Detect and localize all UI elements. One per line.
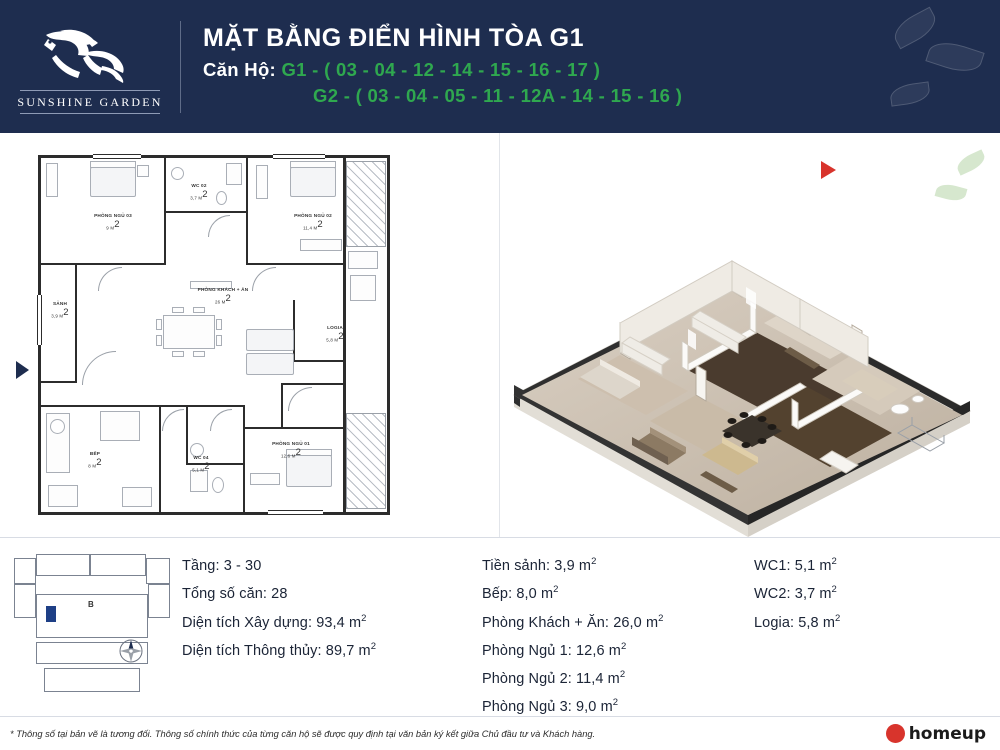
- compass-icon: [118, 638, 144, 664]
- isometric-3d-illustration: [500, 133, 1000, 537]
- logo-divider: [20, 90, 160, 91]
- door-entry-swing: [82, 351, 116, 385]
- door-wc4: [210, 409, 232, 431]
- floorplan-3d-pane: [500, 133, 1000, 537]
- floorplan-2d-pane: [0, 133, 500, 537]
- door-kitchen: [162, 409, 184, 431]
- window-bed3: [93, 154, 141, 159]
- bed-3-headboard: [90, 161, 136, 168]
- logo-divider-2: [20, 113, 160, 114]
- spec-living-dining: Phòng Khách + Ăn: 26,0 $m^2$: [482, 612, 664, 631]
- wc4-toilet: [212, 477, 224, 493]
- dining-chair-6: [193, 307, 205, 313]
- dining-chair-5: [172, 307, 184, 313]
- wall-hall-bottom: [41, 381, 77, 383]
- wardrobe-3: [46, 163, 58, 197]
- spec-wc1: WC1: 5,1 $m^2$: [754, 556, 837, 574]
- wall-right-outer: [387, 155, 390, 515]
- specs-strip: [0, 538, 1000, 716]
- sofa: [246, 329, 294, 351]
- minimap-shapes: [14, 554, 172, 694]
- door-wc2: [208, 215, 230, 237]
- logia-unit: [350, 275, 376, 301]
- spec-logia: Logia: 5,8 $m^2$: [754, 612, 841, 631]
- minimap-block-4: [146, 558, 170, 584]
- dining-chair-7: [172, 351, 184, 357]
- minimap-block-6: [148, 584, 170, 618]
- floorplan-drawing: [38, 155, 390, 515]
- spec-kitchen: Bếp: 8,0 $m^2$: [482, 584, 559, 603]
- dining-chair-3: [216, 319, 222, 330]
- dining-chair-1: [156, 319, 162, 330]
- header-vertical-divider: [180, 21, 181, 113]
- dining-chair-8: [193, 351, 205, 357]
- wall-wc2-right: [246, 158, 248, 213]
- specs-column-general: [182, 552, 482, 716]
- apartment-line-g2: [203, 83, 970, 109]
- footer-disclaimer: * Thông số tại bản vẽ là tương đối. Thông số chính thức của từng căn hộ sẽ được quy định tại văn bản ký kết giữa Chủ đầu tư và Khách hàng.: [10, 728, 596, 739]
- minimap-block-8: [44, 668, 140, 692]
- wall-bed1-left: [281, 383, 283, 429]
- minimap-highlight-unit: [46, 606, 56, 622]
- wall-bed2-left: [246, 211, 248, 265]
- brand-dot-icon: [886, 724, 905, 743]
- door-bed3: [98, 267, 122, 291]
- specs-column-rooms: [482, 552, 754, 716]
- wall-living-bed1: [281, 383, 344, 385]
- window-bed1: [268, 510, 323, 515]
- minimap-block-5: [14, 584, 36, 618]
- wall-bed1-top: [245, 427, 344, 429]
- minimap-block-1: [14, 558, 36, 584]
- wardrobe-1: [250, 473, 280, 485]
- apartment-codes-g1: G1 - ( 03 - 04 - 12 - 14 - 15 - 16 - 17 ): [281, 58, 601, 80]
- nightstand-3: [137, 165, 149, 177]
- spec-floor-range: Tầng: 3 - 30: [182, 558, 262, 574]
- brand-logo: [886, 724, 986, 744]
- wall-right-top: [343, 155, 390, 158]
- wall-bed2-bottom: [248, 263, 344, 265]
- spec-unit-count: Tổng số căn: 28: [182, 586, 288, 603]
- wall-top: [38, 155, 390, 158]
- spec-net-area: Diện tích Thông thủy: 89,7 $m^2$: [182, 640, 377, 659]
- wall-bottom: [38, 512, 390, 515]
- wc2-sink: [171, 167, 184, 180]
- room-label-bed1: PHÒNG NGỦ 01 12,6 $M^2$: [272, 441, 310, 459]
- window-bed2: [273, 154, 325, 159]
- logo-block: [0, 19, 180, 114]
- spec-bedroom-1: Phòng Ngủ 1: 12,6 $m^2$: [482, 640, 627, 659]
- spec-bedroom-3: Phòng Ngủ 3: 9,0 $m^2$: [482, 697, 619, 716]
- bed-2-furniture: [290, 167, 336, 197]
- kitchen-sink: [50, 419, 65, 434]
- kitchen-stove: [48, 485, 78, 507]
- wall-wc4-top: [161, 405, 245, 407]
- dining-chair-4: [216, 335, 222, 346]
- room-label-living: PHÒNG KHÁCH + ĂN 26 $M^2$: [197, 287, 249, 305]
- door-bed1: [288, 387, 312, 411]
- room-label-kitchen: BẾP 8 $M^2$: [88, 451, 102, 469]
- wall-wc2-bottom: [166, 211, 248, 213]
- shaft-hatch-top: [346, 161, 386, 247]
- wardrobe-2: [256, 165, 268, 199]
- apartment-label: Căn Hộ:: [203, 58, 277, 80]
- desk-2: [300, 239, 342, 251]
- room-label-bed2: PHÒNG NGỦ 02 11,4 $M^2$: [294, 213, 332, 231]
- wall-wc4-right: [243, 405, 245, 513]
- specs-column-utility: [754, 552, 1000, 716]
- spec-hall: Tiền sảnh: 3,9 $m^2$: [482, 556, 597, 574]
- spec-wc2: WC2: 3,7 $m^2$: [754, 584, 837, 603]
- wall-hall-right: [75, 263, 77, 383]
- bed-2-headboard: [290, 161, 336, 168]
- dining-table: [163, 315, 215, 349]
- dining-chair-2: [156, 335, 162, 346]
- minimap-block-2: [36, 554, 90, 576]
- brand-name: homeup: [908, 723, 986, 744]
- room-label-wc4: WC 04 5,1 $M^2$: [192, 455, 210, 473]
- minimap-block-3: [90, 554, 146, 576]
- page-title: MẶT BẰNG ĐIỂN HÌNH TÒA G1: [203, 23, 585, 52]
- sofa-2: [246, 353, 294, 375]
- page-header: [0, 0, 1000, 133]
- title-block: [203, 24, 1000, 110]
- wc2-shower: [226, 163, 242, 185]
- logia-machine: [348, 251, 378, 269]
- main-content: [0, 133, 1000, 538]
- shaft-hatch-bottom: [346, 413, 386, 509]
- spec-bedroom-2: Phòng Ngủ 2: 11,4 $m^2$: [482, 669, 626, 688]
- wall-kitchen-right: [159, 405, 161, 513]
- entry-direction-arrow-icon: [16, 361, 29, 379]
- wall-kitchen-top: [41, 405, 161, 407]
- apartment-codes-g2: G2 - ( 03 - 04 - 05 - 11 - 12A - 14 - 15 - 16 ): [313, 85, 683, 106]
- bed-3-furniture: [90, 167, 136, 197]
- room-label-wc2: WC 02 3,7 $M^2$: [190, 183, 208, 201]
- kitchen-island: [100, 411, 140, 441]
- room-label-hall: SẢNH 3,9 $M^2$: [51, 301, 69, 319]
- minimap-letter: B: [88, 600, 94, 609]
- room-label-logia: LOGIA 5,8 $M^2$: [326, 325, 344, 343]
- fridge: [122, 487, 152, 507]
- wall-bed3-bottom: [41, 263, 166, 265]
- spec-gross-area: Diện tích Xây dựng: 93,4 $m^2$: [182, 612, 367, 631]
- apartment-line-g1: [203, 57, 970, 83]
- building-minimap: [0, 552, 182, 716]
- pegasus-logo-icon: [30, 25, 150, 87]
- logo-name: SUNSHINE GARDEN: [17, 95, 163, 109]
- room-label-bed3: PHÒNG NGỦ 03 9 $M^2$: [94, 213, 132, 231]
- wall-logia-top: [293, 360, 344, 362]
